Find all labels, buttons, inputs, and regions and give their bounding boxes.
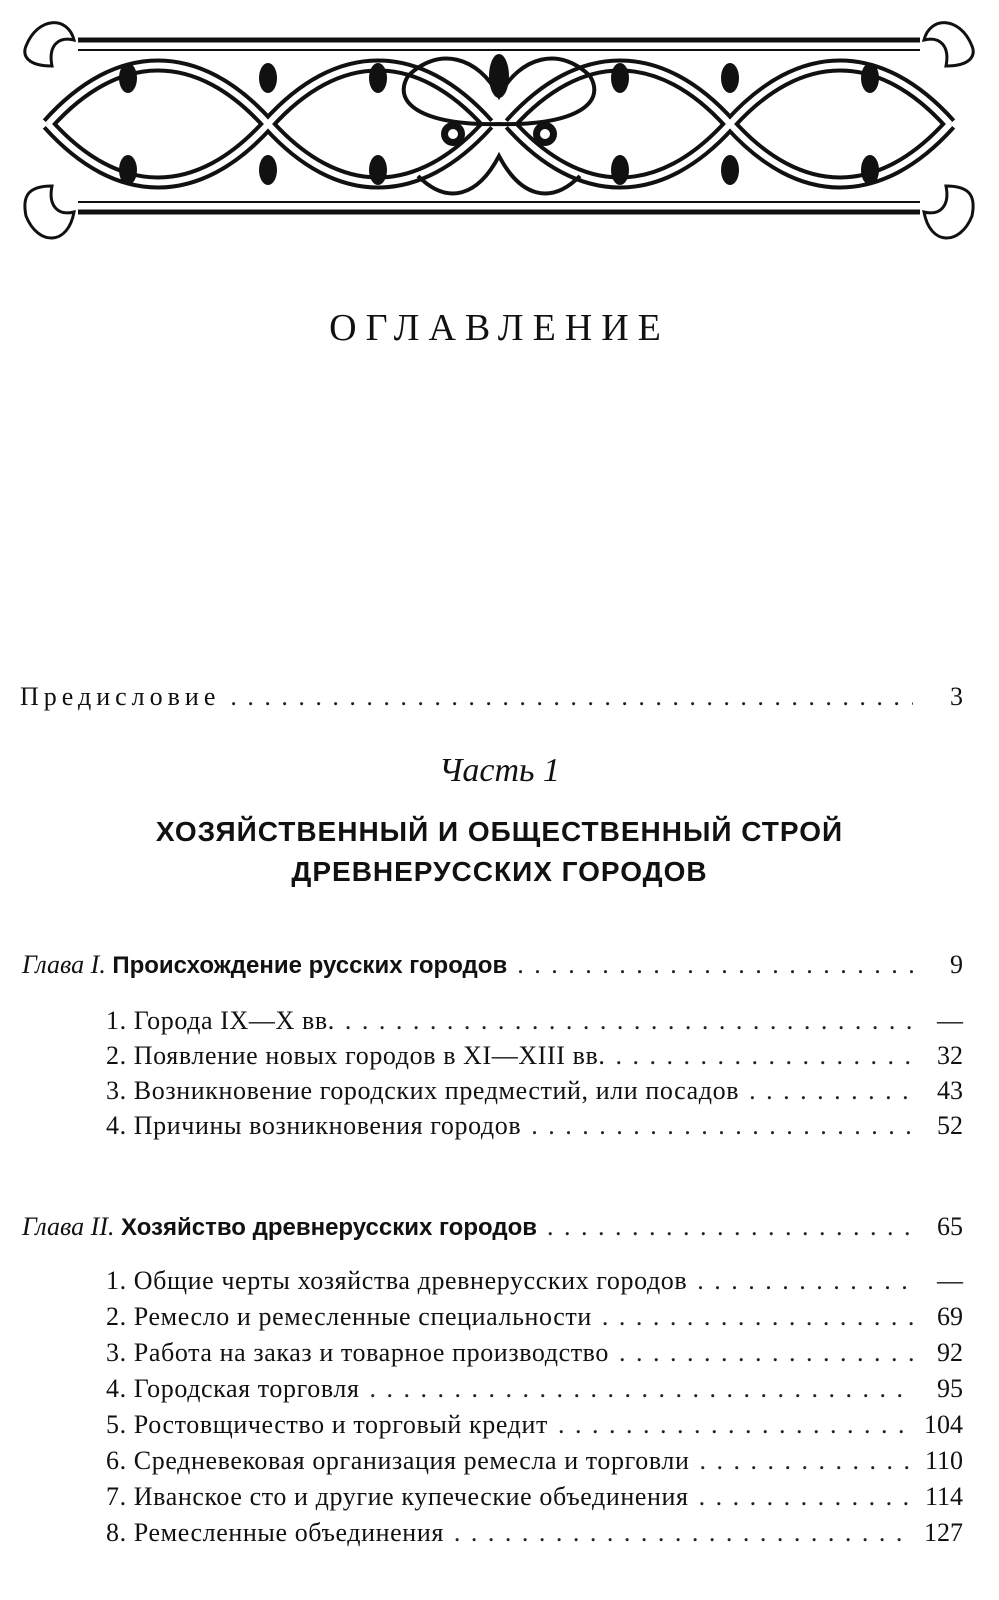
toc-page-number: 43: [937, 1076, 963, 1105]
chapter-label: [22, 950, 507, 980]
toc-page-number: 65: [937, 1212, 963, 1241]
toc-page-number: —: [937, 1266, 963, 1295]
chapter-title: Происхождение русских городов: [112, 952, 508, 979]
toc-section[interactable]: [106, 1302, 963, 1332]
part-title: Часть 1: [438, 752, 561, 789]
chapter-label: [22, 1212, 537, 1242]
dot-leader: [616, 1041, 913, 1071]
toc-section[interactable]: [106, 1266, 963, 1296]
toc-section[interactable]: [106, 1374, 963, 1404]
part-subtitle-line: ДРЕВНЕРУССКИХ ГОРОДОВ: [291, 856, 708, 887]
section-label: 4. Городская торговля: [106, 1374, 360, 1403]
toc-page-number: 69: [937, 1302, 963, 1331]
toc-page-number: 52: [937, 1111, 963, 1140]
toc-section[interactable]: [106, 1446, 963, 1476]
dot-leader: [517, 950, 913, 980]
page-title: ОГЛАВЛЕНИЕ: [329, 307, 670, 349]
section-label: 1. Города IX—X вв.: [106, 1006, 335, 1035]
toc-section[interactable]: [106, 1006, 963, 1036]
chapter-number: Глава I.: [22, 950, 106, 979]
ornamental-border-icon: [8, 6, 990, 256]
dot-leader: [619, 1338, 913, 1368]
toc-page-number: 32: [937, 1041, 963, 1070]
dot-leader: [531, 1111, 913, 1141]
section-label: 2. Ремесло и ремесленные специальности: [106, 1302, 592, 1331]
toc-page-number: 114: [924, 1482, 963, 1511]
toc-entry-preface[interactable]: [20, 682, 963, 712]
section-label: 8. Ремесленные объединения: [106, 1518, 444, 1547]
section-label: 3. Возникновение городских предместий, или посадов: [106, 1076, 740, 1105]
section-label: 7. Иванское сто и другие купеческие объединения: [106, 1482, 689, 1511]
section-label: 1. Общие черты хозяйства древнерусских городов: [106, 1266, 688, 1295]
dot-leader: [699, 1482, 913, 1512]
section-label: 3. Работа на заказ и товарное производство: [106, 1338, 609, 1367]
dot-leader: [558, 1410, 913, 1440]
dot-leader: [454, 1518, 913, 1548]
toc-page-number: 104: [924, 1410, 963, 1439]
toc-chapter-2[interactable]: [22, 1212, 963, 1242]
dot-leader: [699, 1446, 913, 1476]
toc-page-number: 127: [924, 1518, 963, 1547]
part-subtitle-line: ХОЗЯЙСТВЕННЫЙ И ОБЩЕСТВЕННЫЙ СТРОЙ: [155, 816, 844, 847]
dot-leader: [697, 1266, 913, 1296]
chapter-title: Хозяйство древнерусских городов: [121, 1214, 537, 1241]
toc-chapter-1[interactable]: [22, 950, 963, 980]
section-label: 6. Средневековая организация ремесла и торговли: [106, 1446, 690, 1475]
toc-page-number: —: [937, 1006, 963, 1035]
section-label: 4. Причины возникновения городов: [106, 1111, 522, 1140]
toc-section[interactable]: [106, 1518, 963, 1548]
toc-page-number: 110: [924, 1446, 963, 1475]
toc-entry-label: Предисловие: [20, 682, 221, 711]
toc-page-number: 92: [937, 1338, 963, 1367]
dot-leader: [230, 682, 913, 712]
dot-leader: [547, 1212, 913, 1242]
toc-section[interactable]: [106, 1482, 963, 1512]
dot-leader: [749, 1076, 913, 1106]
chapter-number: Глава II.: [22, 1212, 115, 1241]
toc-page-number: 3: [950, 682, 963, 711]
dot-leader: [370, 1374, 913, 1404]
dot-leader: [345, 1006, 913, 1036]
toc-section[interactable]: [106, 1111, 963, 1141]
toc-section[interactable]: [106, 1076, 963, 1106]
toc-section[interactable]: [106, 1041, 963, 1071]
section-label: 5. Ростовщичество и торговый кредит: [106, 1410, 548, 1439]
toc-section[interactable]: [106, 1410, 963, 1440]
toc-page-number: 9: [950, 950, 963, 979]
part-subtitle: [0, 812, 999, 892]
section-label: 2. Появление новых городов в XI—XIII вв.: [106, 1041, 606, 1070]
dot-leader: [602, 1302, 913, 1332]
toc-section[interactable]: [106, 1338, 963, 1368]
toc-page-number: 95: [937, 1374, 963, 1403]
